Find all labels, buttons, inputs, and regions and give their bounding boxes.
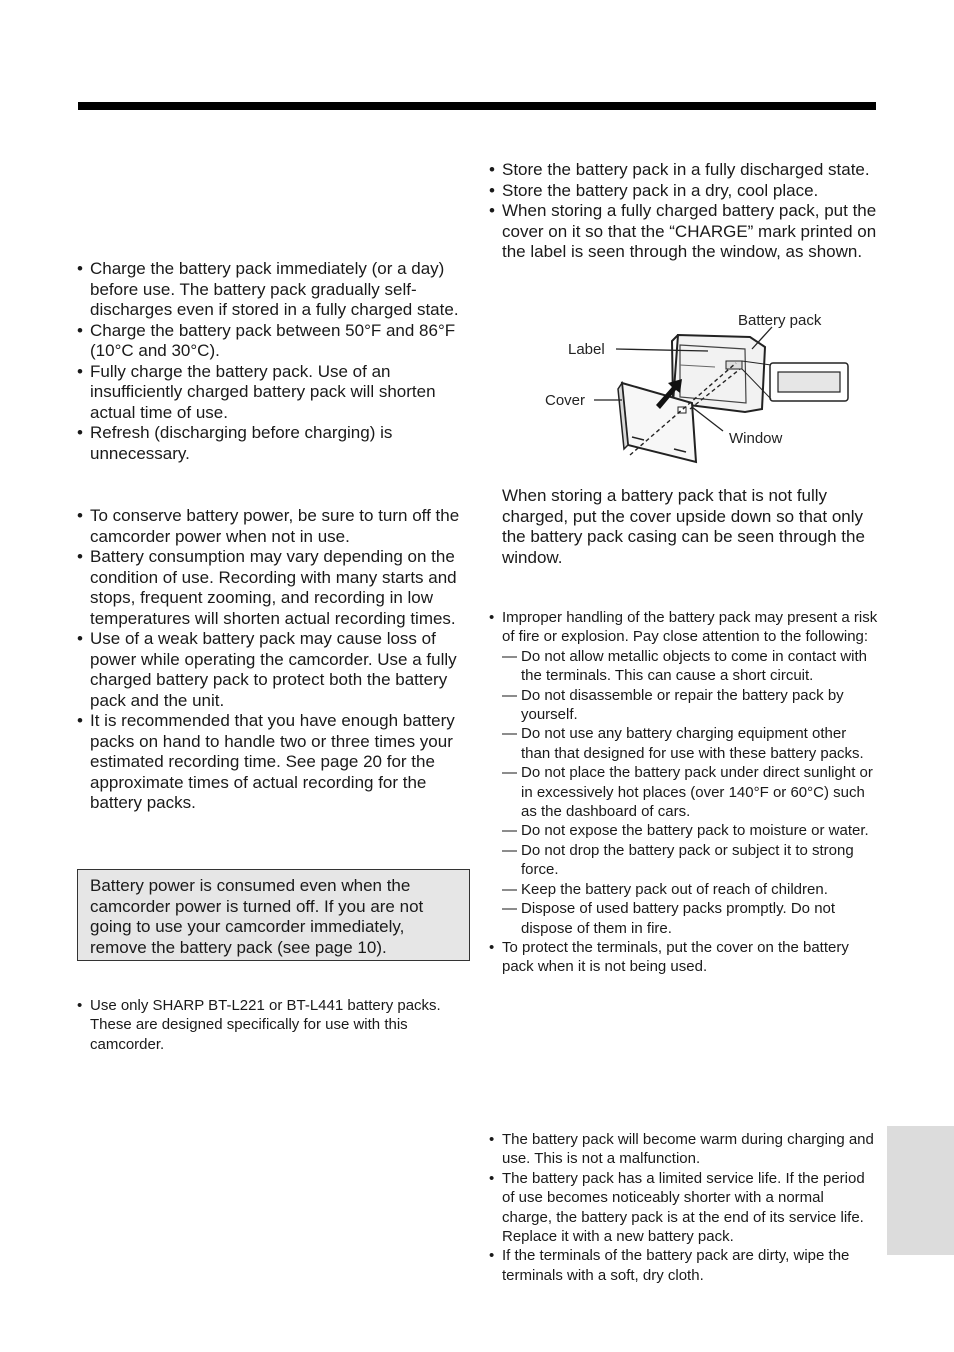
list-item: — Do not use any battery charging equipment other than that designed for use with these battery packs. [502, 724, 878, 763]
compatibility-list [76, 996, 466, 1054]
caution-section [488, 608, 878, 977]
list-item: • Store the battery pack in a fully discharged state. [488, 160, 878, 181]
list-item: • It is recommended that you have enough battery packs on hand to handle two or three times your estimated recording time. See page 20 for the approximate times of actual recording for the battery packs. [76, 711, 466, 814]
list-item: • If the terminals of the battery pack are dirty, wipe the terminals with a soft, dry cloth. [488, 1246, 878, 1285]
list-item: • The battery pack will become warm during charging and use. This is not a malfunction. [488, 1130, 878, 1169]
storage-list [488, 160, 878, 263]
list-item: • To conserve battery power, be sure to turn off the camcorder power when not in use. [76, 506, 466, 547]
list-item: — Do not allow metallic objects to come in contact with the terminals. This can cause a short circuit. [502, 647, 878, 686]
header-rule [78, 102, 876, 110]
list-item: — Dispose of used battery packs promptly. Do not dispose of them in fire. [502, 899, 878, 938]
list-item: • Charge the battery pack between 50°F and 86°F (10°C and 30°C). [76, 321, 466, 362]
note-box: Battery power is consumed even when the camcorder power is turned off. If you are not going to use your camcorder immediately, remove the battery pack (see page 10). [77, 869, 470, 961]
caution-list [488, 608, 878, 977]
charging-tips-list [76, 259, 466, 464]
storage-paragraph: When storing a battery pack that is not fully charged, put the cover upside down so that only the battery pack casing can be seen through the window. [502, 486, 865, 567]
compatibility-section [76, 996, 466, 1054]
list-item: • The battery pack has a limited service life. If the period of use becomes noticeably shorter with a normal charge, the battery pack is at the end of its service life. Replace it with a new battery pack. [488, 1169, 878, 1247]
list-item: • Use only SHARP BT-L221 or BT-L441 battery packs. These are designed specifically for use with this camcorder. [76, 996, 466, 1054]
other-notes-list [488, 1130, 878, 1285]
list-item: • Refresh (discharging before charging) is unnecessary. [76, 423, 466, 464]
list-item: • Charge the battery pack immediately (or a day) before use. The battery pack gradually self-discharges even if stored in a fully charged state. [76, 259, 466, 321]
window-label: Window [729, 430, 783, 447]
list-item: • Use of a weak battery pack may cause loss of power while operating the camcorder. Use a fully charged battery pack to protect both the battery pack and the unit. [76, 629, 466, 711]
label-label: Label [568, 341, 605, 358]
battery-cover-diagram [540, 305, 880, 465]
caution-intro: Improper handling of the battery pack may present a risk of fire or explosion. Pay close attention to the following: [502, 609, 878, 646]
side-tab [887, 1126, 954, 1255]
battery-pack-label: Battery pack [738, 312, 822, 329]
list-item: • To protect the terminals, put the cover on the battery pack when it is not being used. [488, 938, 878, 977]
list-item: — Do not expose the battery pack to moisture or water. [502, 821, 878, 840]
list-item: — Do not disassemble or repair the battery pack by yourself. [502, 686, 878, 725]
usage-tips-list [76, 506, 466, 814]
storage-section [488, 160, 878, 263]
caution-sublist [502, 647, 878, 938]
list-item: • Battery consumption may vary depending on the condition of use. Recording with many starts and stops, frequent zooming, and recording in low temperatures will shorten actual recording times. [76, 547, 466, 629]
list-item: — Do not drop the battery pack or subject it to strong force. [502, 841, 878, 880]
list-item: — Keep the battery pack out of reach of children. [502, 880, 878, 899]
other-notes-section [488, 1130, 878, 1285]
list-item: — Do not place the battery pack under direct sunlight or in excessively hot places (over 140°F or 60°C) such as the dashboard of cars. [502, 763, 878, 821]
left-column [76, 259, 466, 814]
list-item [488, 608, 878, 938]
list-item: • Store the battery pack in a dry, cool place. [488, 181, 878, 202]
list-item: • When storing a fully charged battery pack, put the cover on it so that the “CHARGE” mark printed on the label is seen through the window, as shown. [488, 201, 878, 263]
cover-label: Cover [545, 392, 586, 409]
list-item: • Fully charge the battery pack. Use of an insufficiently charged battery pack will shorten actual time of use. [76, 362, 466, 424]
